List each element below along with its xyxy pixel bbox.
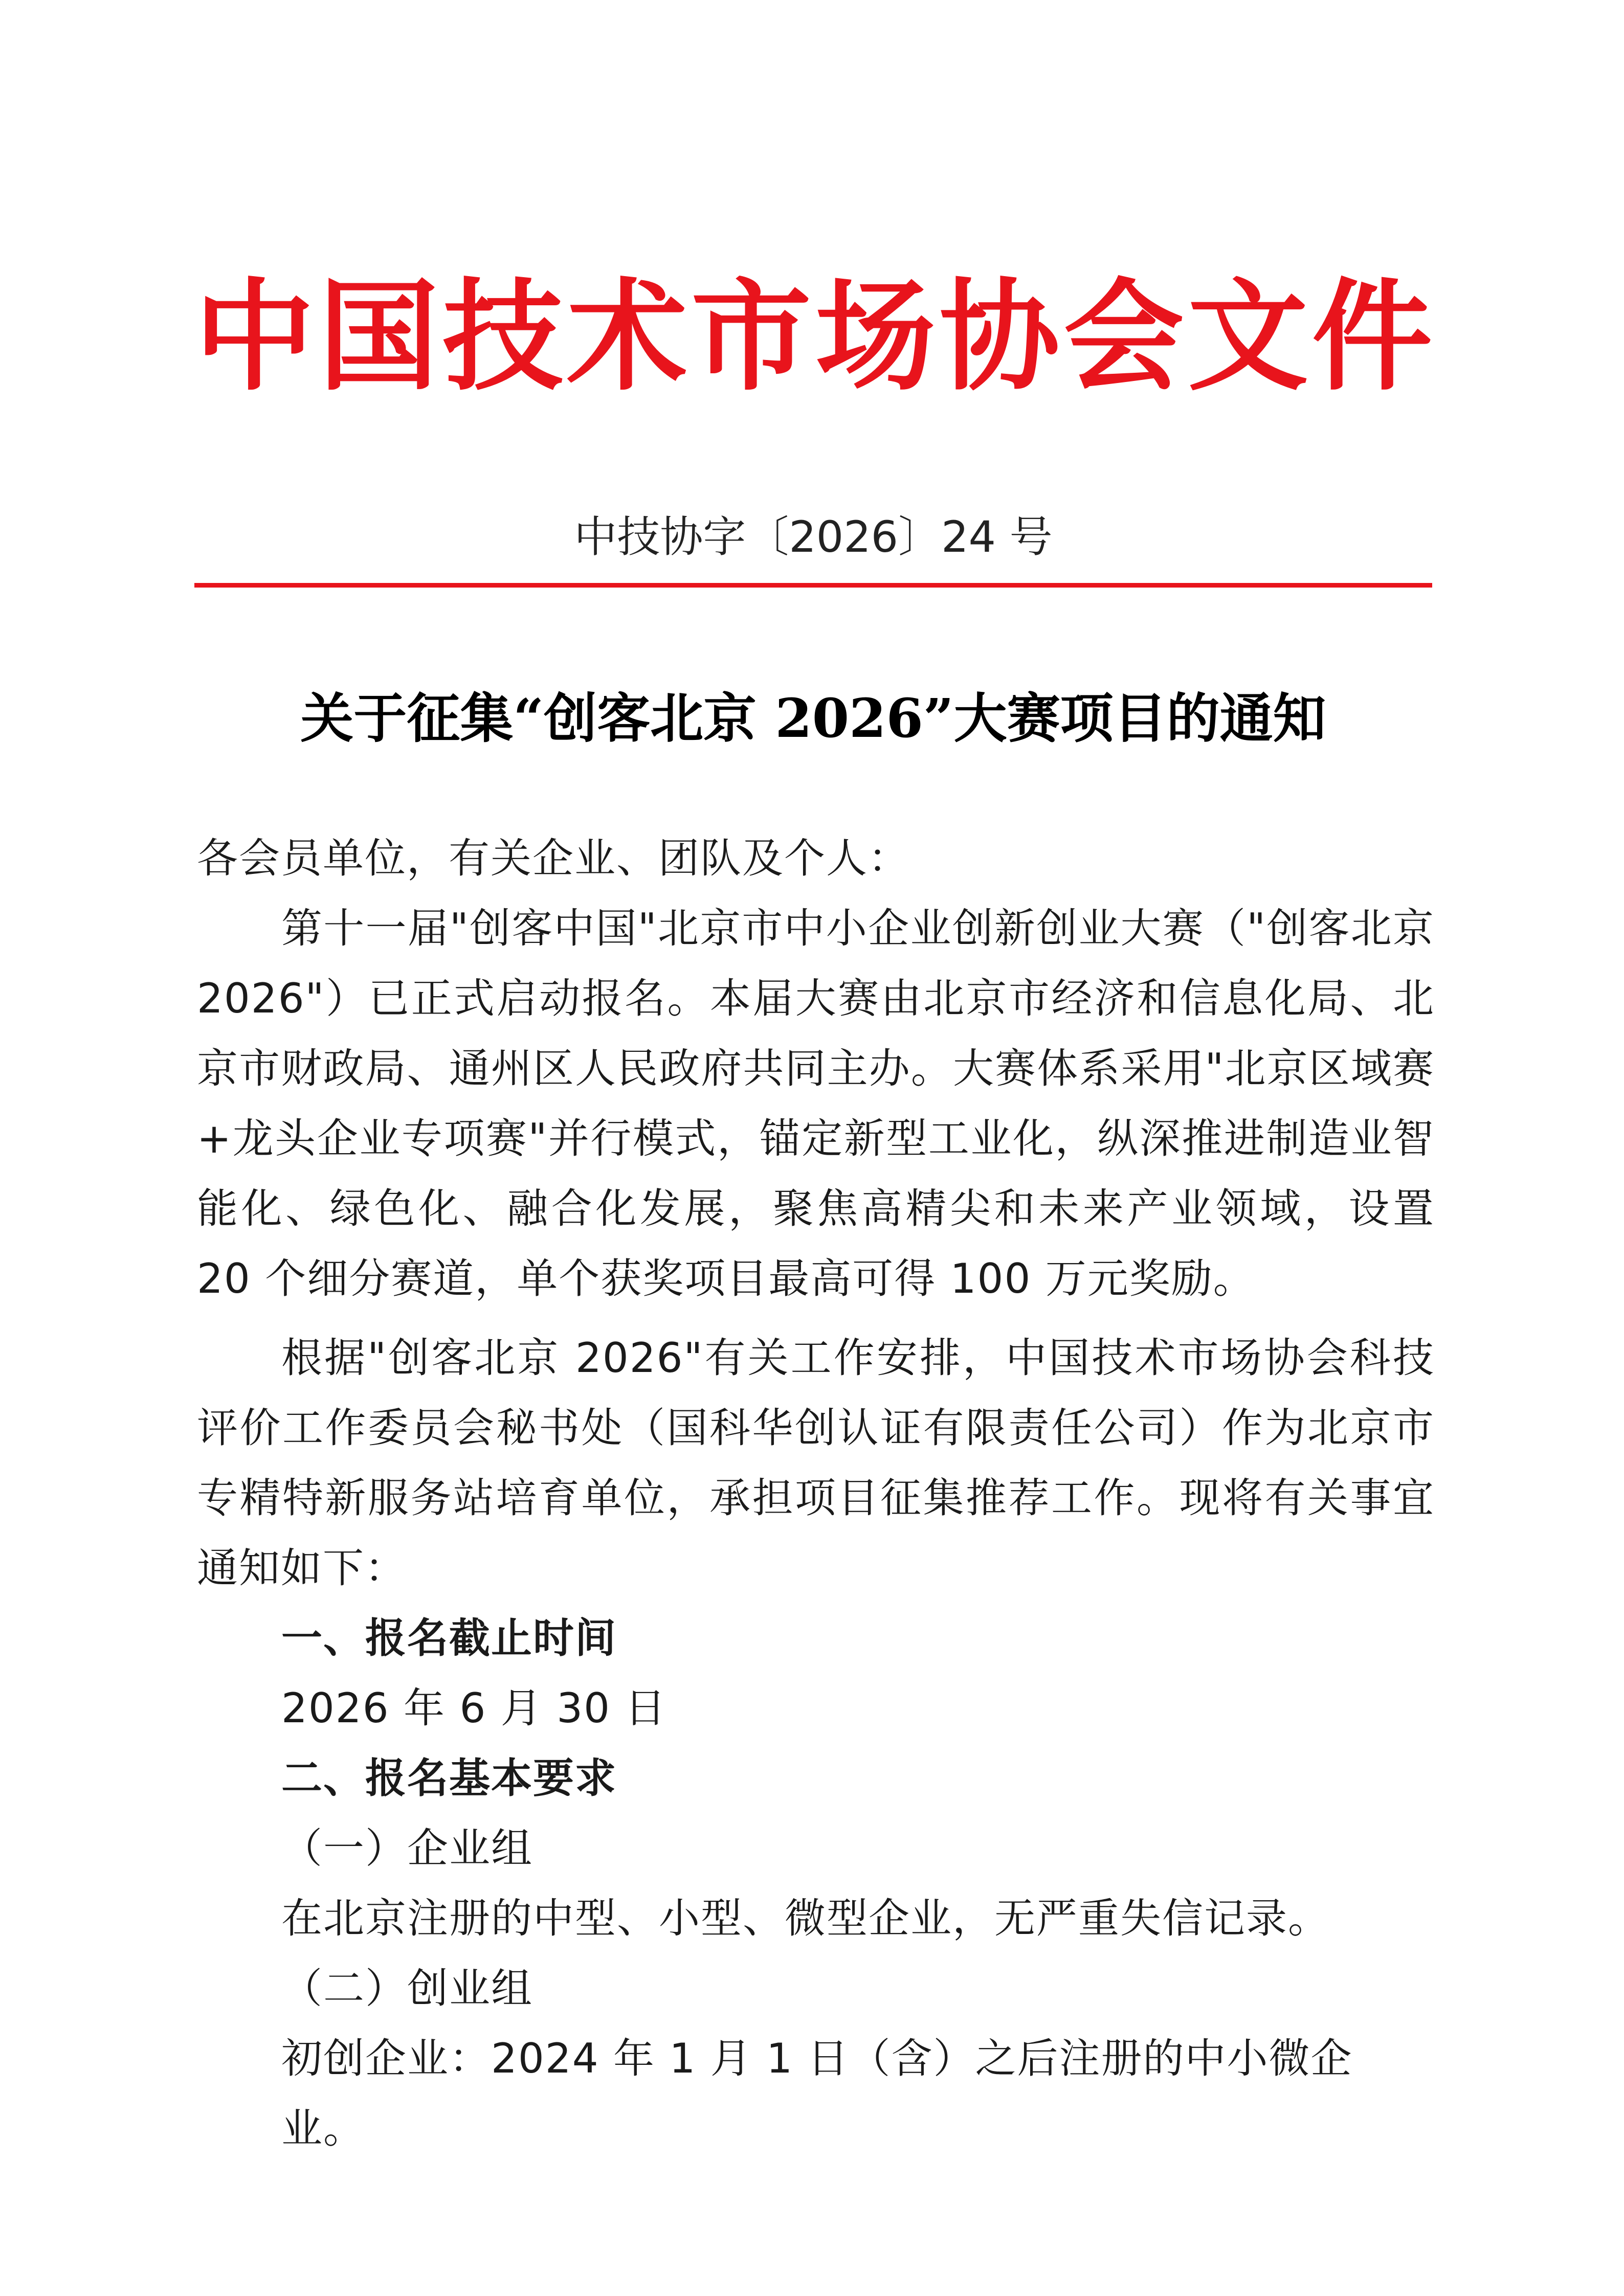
subsection-startup-group-content: 初创企业：2024 年 1 月 1 日（含）之后注册的中小微企业。 xyxy=(281,2035,1353,2152)
paragraph-work-arrangement: 根据"创客北京 2026"有关工作安排，中国技术市场协会科技评价工作委员会秘书处（国科华创认证有限责任公司）作为北京市专精特新服务站培育单位，承担项目征集推荐工作。现将有关事宜通知如下： xyxy=(197,1334,1435,1592)
section-heading-requirements: 二、报名基本要求 xyxy=(281,1754,617,1802)
notice-title: 关于征集“创客北京 2026”大赛项目的通知 xyxy=(300,687,1326,750)
paragraph-competition-intro: 第十一届"创客中国"北京市中小企业创新创业大赛（"创客北京 2026"）已正式启动报名。本届大赛由北京市经济和信息化局、北京市财政局、通州区人民政府共同主办。大赛体系采用"北京区域赛+龙头企业专项赛"并行模式，锚定新型工业化，纵深推进制造业智能化、绿色化、融合化发展，聚焦高精尖和未来产业领域，设置 20 个细分赛道，单个获奖项目最高可得 100 万元奖励。 xyxy=(197,905,1435,1302)
section-heading-deadline: 一、报名截止时间 xyxy=(281,1614,617,1662)
red-separator-line xyxy=(194,583,1432,588)
deadline-date: 2026 年 6 月 30 日 xyxy=(281,1684,667,1732)
document-number: 中技协字〔2026〕24 号 xyxy=(574,512,1053,562)
subsection-enterprise-group-content: 在北京注册的中型、小型、微型企业，无严重失信记录。 xyxy=(281,1895,1330,1942)
salutation: 各会员单位，有关企业、团队及个人： xyxy=(197,835,910,882)
document-header-title: 中国技术市场协会文件 xyxy=(194,267,1432,407)
notice-body xyxy=(197,823,1435,2164)
subsection-enterprise-group-title: （一）企业组 xyxy=(281,1825,533,1872)
subsection-startup-group-title: （二）创业组 xyxy=(281,1965,533,2012)
